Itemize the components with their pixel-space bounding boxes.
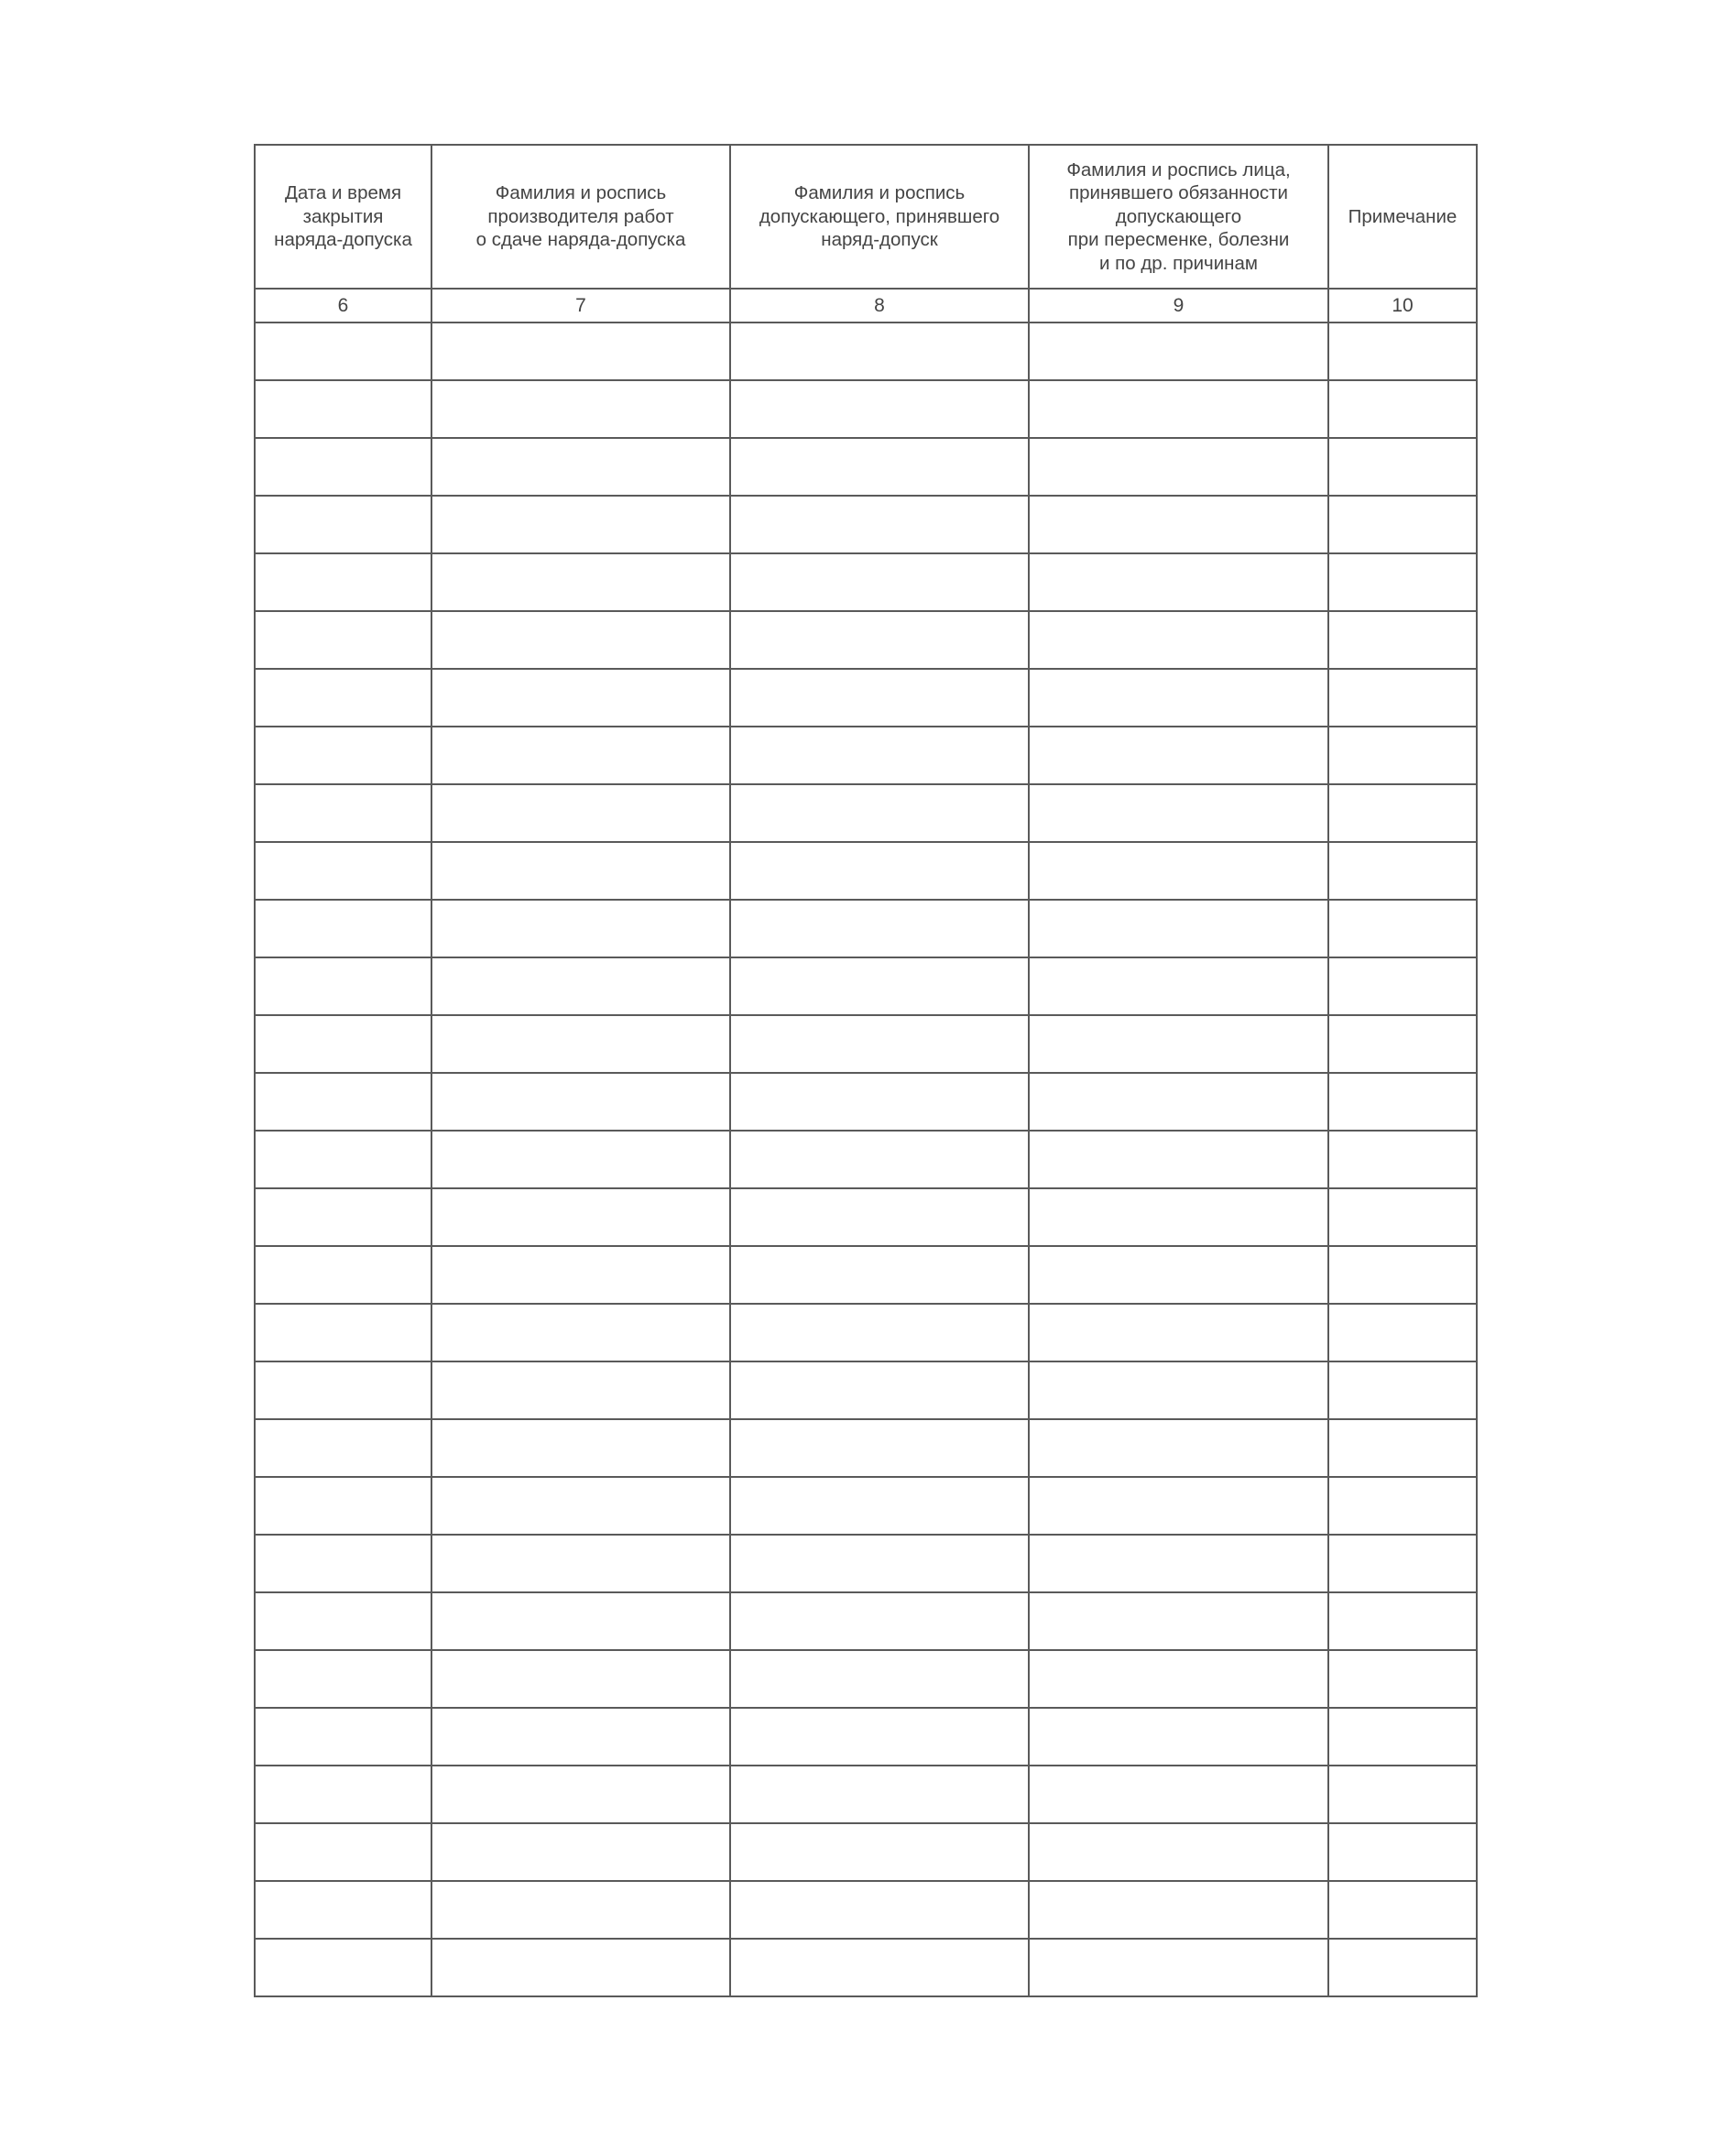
table-row xyxy=(255,1535,1477,1592)
column-number: 9 xyxy=(1029,289,1328,323)
table-row xyxy=(255,1766,1477,1823)
table-cell xyxy=(1328,842,1477,900)
column-number: 8 xyxy=(730,289,1029,323)
table-cell xyxy=(1029,784,1328,842)
table-cell xyxy=(1328,1823,1477,1881)
table-cell xyxy=(1328,380,1477,438)
table-cell xyxy=(431,669,730,727)
table-cell xyxy=(1029,957,1328,1015)
table-cell xyxy=(730,1650,1029,1708)
table-cell xyxy=(730,323,1029,380)
table-cell xyxy=(255,1881,431,1939)
table-cell xyxy=(1029,1708,1328,1766)
header-substitute-signature: Фамилия и роспись лица, принявшего обязанности допускающего при пересменке, болезни и по др. причинам xyxy=(1029,145,1328,289)
table-cell xyxy=(431,1073,730,1131)
table-cell xyxy=(730,727,1029,784)
table-row xyxy=(255,900,1477,957)
table-cell xyxy=(255,1188,431,1246)
table-cell xyxy=(255,957,431,1015)
table-cell xyxy=(255,784,431,842)
table-cell xyxy=(1328,1881,1477,1939)
table-cell xyxy=(431,1650,730,1708)
table-cell xyxy=(1029,1650,1328,1708)
table-row xyxy=(255,784,1477,842)
table-cell xyxy=(255,727,431,784)
table-cell xyxy=(431,1592,730,1650)
table-body xyxy=(255,323,1477,1996)
table-cell xyxy=(431,1015,730,1073)
table-cell xyxy=(1328,496,1477,553)
table-cell xyxy=(1328,727,1477,784)
table-cell xyxy=(730,1131,1029,1188)
table-cell xyxy=(1328,784,1477,842)
table-cell xyxy=(1029,1881,1328,1939)
table-cell xyxy=(1328,1131,1477,1188)
table-cell xyxy=(431,496,730,553)
table-cell xyxy=(1029,1592,1328,1650)
table-row xyxy=(255,553,1477,611)
table-row xyxy=(255,438,1477,496)
table-cell xyxy=(255,900,431,957)
table-cell xyxy=(255,1304,431,1361)
table-cell xyxy=(431,1708,730,1766)
table-cell xyxy=(1029,611,1328,669)
table-row xyxy=(255,323,1477,380)
table-cell xyxy=(431,842,730,900)
table-cell xyxy=(730,496,1029,553)
table-cell xyxy=(255,1939,431,1996)
table-row xyxy=(255,1073,1477,1131)
table-cell xyxy=(1328,1939,1477,1996)
table-cell xyxy=(1328,1246,1477,1304)
table-row xyxy=(255,1015,1477,1073)
table-cell xyxy=(1328,553,1477,611)
table-cell xyxy=(1029,900,1328,957)
table-cell xyxy=(255,1592,431,1650)
table-cell xyxy=(1328,1073,1477,1131)
table-cell xyxy=(431,1188,730,1246)
table-cell xyxy=(255,323,431,380)
table-cell xyxy=(1328,1188,1477,1246)
table-cell xyxy=(1328,669,1477,727)
table-row xyxy=(255,1650,1477,1708)
table-cell xyxy=(1029,1246,1328,1304)
table-cell xyxy=(1029,1766,1328,1823)
table-cell xyxy=(431,611,730,669)
table-row xyxy=(255,957,1477,1015)
column-number: 7 xyxy=(431,289,730,323)
table-cell xyxy=(431,1246,730,1304)
table-cell xyxy=(431,1419,730,1477)
table-cell xyxy=(1029,842,1328,900)
table-cell xyxy=(255,1708,431,1766)
table-cell xyxy=(255,496,431,553)
table-cell xyxy=(1328,957,1477,1015)
table-cell xyxy=(1029,1304,1328,1361)
table-cell xyxy=(1328,1477,1477,1535)
table-cell xyxy=(255,1246,431,1304)
table-cell xyxy=(730,1708,1029,1766)
table-cell xyxy=(1029,1535,1328,1592)
table-cell xyxy=(255,842,431,900)
table-cell xyxy=(730,842,1029,900)
table-cell xyxy=(1328,900,1477,957)
table-row xyxy=(255,1246,1477,1304)
table-cell xyxy=(730,1592,1029,1650)
table-cell xyxy=(1029,1361,1328,1419)
column-number: 10 xyxy=(1328,289,1477,323)
table-row xyxy=(255,1419,1477,1477)
table-cell xyxy=(1328,1419,1477,1477)
table-cell xyxy=(730,1361,1029,1419)
table-row xyxy=(255,496,1477,553)
table-cell xyxy=(431,784,730,842)
table-cell xyxy=(1328,1361,1477,1419)
table-row xyxy=(255,669,1477,727)
column-number: 6 xyxy=(255,289,431,323)
table-cell xyxy=(730,1477,1029,1535)
header-closure-datetime: Дата и время закрытия наряда-допуска xyxy=(255,145,431,289)
table-cell xyxy=(431,1304,730,1361)
table-cell xyxy=(431,1535,730,1592)
journal-sheet xyxy=(254,144,1476,1997)
table-cell xyxy=(1029,669,1328,727)
table-cell xyxy=(255,1361,431,1419)
table-row xyxy=(255,380,1477,438)
table-cell xyxy=(255,611,431,669)
table-row xyxy=(255,611,1477,669)
table-cell xyxy=(431,1939,730,1996)
table-cell xyxy=(730,1419,1029,1477)
table-cell xyxy=(431,1881,730,1939)
table-cell xyxy=(431,1131,730,1188)
table-cell xyxy=(431,438,730,496)
table-cell xyxy=(730,900,1029,957)
table-cell xyxy=(1029,1939,1328,1996)
table-cell xyxy=(1328,611,1477,669)
table-cell xyxy=(431,1361,730,1419)
table-cell xyxy=(730,611,1029,669)
table-cell xyxy=(1328,438,1477,496)
table-cell xyxy=(730,1188,1029,1246)
table-cell xyxy=(431,380,730,438)
table-cell xyxy=(431,553,730,611)
table-row xyxy=(255,1708,1477,1766)
table-cell xyxy=(730,1073,1029,1131)
table-cell xyxy=(255,553,431,611)
table-cell xyxy=(730,1015,1029,1073)
table-cell xyxy=(431,957,730,1015)
table-cell xyxy=(730,784,1029,842)
table-cell xyxy=(255,1650,431,1708)
table-cell xyxy=(1029,1419,1328,1477)
header-work-producer-signature: Фамилия и роспись производителя работ о сдаче наряда-допуска xyxy=(431,145,730,289)
table-cell xyxy=(730,1881,1029,1939)
table-cell xyxy=(255,380,431,438)
table-cell xyxy=(1029,438,1328,496)
table-row xyxy=(255,1881,1477,1939)
table-cell xyxy=(255,1535,431,1592)
table-row xyxy=(255,1188,1477,1246)
header-row xyxy=(255,145,1477,289)
table-cell xyxy=(730,957,1029,1015)
table-row xyxy=(255,1361,1477,1419)
table-cell xyxy=(1029,1823,1328,1881)
table-cell xyxy=(730,1246,1029,1304)
header-note: Примечание xyxy=(1328,145,1477,289)
table-cell xyxy=(255,1766,431,1823)
table-cell xyxy=(1029,1073,1328,1131)
table-row xyxy=(255,842,1477,900)
table-cell xyxy=(1029,1015,1328,1073)
table-cell xyxy=(730,1823,1029,1881)
table-cell xyxy=(1328,1708,1477,1766)
table-cell xyxy=(431,900,730,957)
table-cell xyxy=(255,669,431,727)
table-cell xyxy=(1328,1304,1477,1361)
table-cell xyxy=(255,1477,431,1535)
table-cell xyxy=(255,1015,431,1073)
table-cell xyxy=(730,438,1029,496)
table-cell xyxy=(1029,323,1328,380)
table-cell xyxy=(1029,380,1328,438)
table-cell xyxy=(431,1823,730,1881)
table-cell xyxy=(1328,1766,1477,1823)
table-cell xyxy=(255,1823,431,1881)
table-cell xyxy=(1029,496,1328,553)
table-row xyxy=(255,1592,1477,1650)
table-cell xyxy=(1029,1477,1328,1535)
table-row xyxy=(255,1131,1477,1188)
table-row xyxy=(255,1477,1477,1535)
table-cell xyxy=(730,1304,1029,1361)
table-cell xyxy=(1029,553,1328,611)
header-admitting-person-signature: Фамилия и роспись допускающего, принявшего наряд-допуск xyxy=(730,145,1029,289)
table-row xyxy=(255,1939,1477,1996)
table-cell xyxy=(730,380,1029,438)
table-cell xyxy=(730,1766,1029,1823)
table-cell xyxy=(730,1939,1029,1996)
table-row xyxy=(255,1823,1477,1881)
table-cell xyxy=(255,1419,431,1477)
table-cell xyxy=(1328,1592,1477,1650)
table-cell xyxy=(730,553,1029,611)
table-row xyxy=(255,727,1477,784)
table-cell xyxy=(431,727,730,784)
work-permit-closure-table xyxy=(254,144,1478,1997)
table-cell xyxy=(1328,323,1477,380)
table-row xyxy=(255,1304,1477,1361)
table-cell xyxy=(1328,1535,1477,1592)
table-cell xyxy=(730,669,1029,727)
table-cell xyxy=(431,1477,730,1535)
table-cell xyxy=(1029,727,1328,784)
table-cell xyxy=(255,1073,431,1131)
table-cell xyxy=(255,438,431,496)
table-cell xyxy=(255,1131,431,1188)
table-cell xyxy=(431,323,730,380)
table-cell xyxy=(1029,1131,1328,1188)
table-cell xyxy=(730,1535,1029,1592)
column-number-row xyxy=(255,289,1477,323)
table-cell xyxy=(431,1766,730,1823)
table-cell xyxy=(1029,1188,1328,1246)
table-cell xyxy=(1328,1015,1477,1073)
table-cell xyxy=(1328,1650,1477,1708)
